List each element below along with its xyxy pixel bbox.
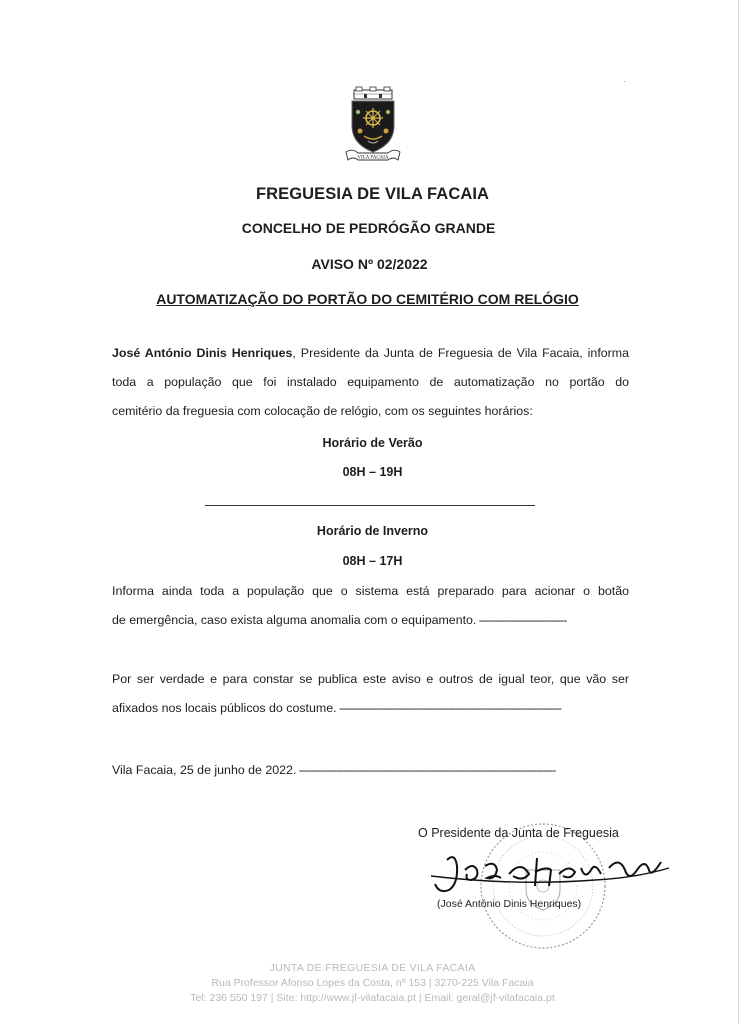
page-edge xyxy=(738,0,739,1024)
emergency-paragraph xyxy=(112,577,629,635)
scan-speck: · xyxy=(623,77,626,86)
notice-subject: AUTOMATIZAÇÃO DO PORTÃO DO CEMITÉRIO COM RELÓGIO xyxy=(156,291,579,307)
intro-line-1-rest: , Presidente da Junta de Freguesia de Vila Facaia, informa xyxy=(292,346,629,360)
winter-schedule-label: Horário de Inverno xyxy=(316,524,429,538)
signatory-name: (José António Dinis Henriques) xyxy=(437,898,582,910)
publication-dashes: ----------------------------------------------------------------------- xyxy=(336,701,561,715)
intro-paragraph xyxy=(112,339,629,426)
document-title: FREGUESIA DE VILA FACAIA xyxy=(255,185,490,203)
crest-scroll-text: VILA FACAIA xyxy=(357,155,389,161)
intro-line-2: toda a população que foi instalado equipamento de automatização no portão do xyxy=(112,375,629,389)
emergency-line-2-text: de emergência, caso exista alguma anomalia com o equipamento. xyxy=(112,613,477,627)
intro-line-3: cemitério da freguesia com colocação de relógio, com os seguintes horários: xyxy=(112,404,533,418)
document-subtitle: CONCELHO DE PEDRÓGÃO GRANDE xyxy=(241,220,496,236)
publication-line-2-text: afixados nos locais públicos do costume. xyxy=(112,701,337,715)
date-paragraph xyxy=(112,756,629,785)
notice-number: AVISO Nº 02/2022 xyxy=(311,256,428,272)
emergency-line-2 xyxy=(112,606,629,635)
publication-line-2 xyxy=(112,694,629,723)
signature-title: O Presidente da Junta de Freguesia xyxy=(418,826,619,840)
date-dashes: ---------------------------------------------------------------------------------- xyxy=(296,763,556,777)
footer-contacts: Tel: 236 550 197 | Site: http://www.jf-vilafacaia.pt | Email: geral@jf-vilafacaia.pt xyxy=(190,992,555,1004)
footer-organization: JUNTA DE FREGUESIA DE VILA FACAIA xyxy=(269,962,476,974)
publication-paragraph xyxy=(112,665,629,723)
date-text: Vila Facaia, 25 de junho de 2022. xyxy=(112,763,297,777)
winter-schedule-hours: 08H – 17H xyxy=(342,554,403,568)
schedule-divider xyxy=(205,505,535,506)
emergency-dashes: ---------------------------- xyxy=(476,613,567,627)
footer-address: Rua Professor Afonso Lopes da Costa, nº 153 | 3270-225 Vila Facaia xyxy=(211,977,534,989)
president-name: José António Dinis Henriques xyxy=(112,346,293,360)
summer-schedule-label: Horário de Verão xyxy=(322,436,423,450)
intro-line-1 xyxy=(112,339,629,368)
summer-schedule-hours: 08H – 19H xyxy=(342,465,403,479)
date-line xyxy=(112,756,629,785)
emergency-line-1: Informa ainda toda a população que o sistema está preparado para acionar o botão xyxy=(112,584,629,598)
publication-line-1: Por ser verdade e para constar se publica este aviso e outros de igual teor, que vão ser xyxy=(112,672,629,686)
coat-of-arms-logo xyxy=(338,86,408,166)
